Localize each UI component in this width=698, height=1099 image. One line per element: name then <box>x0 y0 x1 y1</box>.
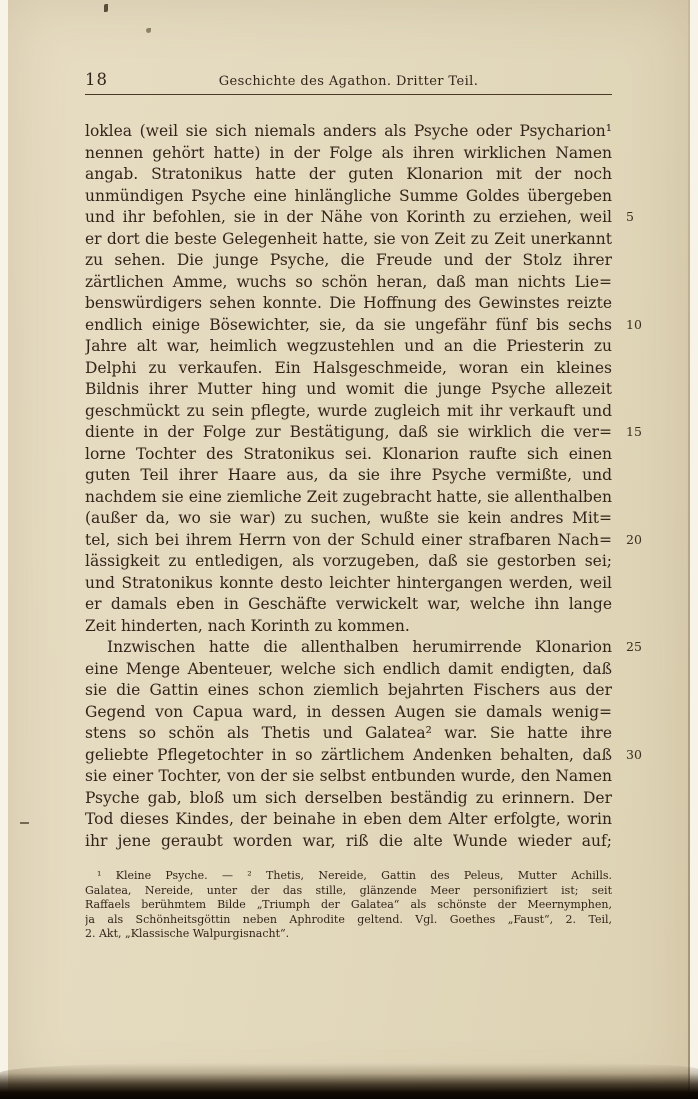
margin-line-number: 15 <box>626 424 642 439</box>
body-line <box>85 315 642 337</box>
body-line-text: loklea (weil sie sich niemals anders als Psyche oder Psycharion¹ <box>85 122 612 140</box>
body-line <box>85 530 642 552</box>
body-line <box>85 680 612 702</box>
body-line <box>85 637 642 659</box>
body-line-text: angab. Stratonikus hatte der guten Klonarion mit der noch <box>85 165 612 183</box>
body-line <box>85 164 612 186</box>
footnote-line <box>85 869 612 884</box>
body-line <box>85 594 612 616</box>
body-line <box>85 831 612 853</box>
page-content <box>85 70 642 942</box>
stray-mark <box>146 28 151 33</box>
body-line-text: und ihr befohlen, sie in der Nähe von Korinth zu erziehen, weil <box>85 208 612 226</box>
body-line <box>85 551 612 573</box>
body-line-text: benswürdigers sehen konnte. Die Hoffnung des Gewinstes reizte <box>85 294 612 312</box>
body-line-text: guten Teil ihrer Haare aus, da sie ihre Psyche vermißte, und <box>85 466 612 484</box>
body-line-text: eine Menge Abenteuer, welche sich endlich damit endigten, daß <box>85 659 612 678</box>
page-bottom-shadow <box>0 1063 698 1099</box>
body-line <box>85 422 642 444</box>
running-title: Geschichte des Agathon. Dritter Teil. <box>218 74 479 89</box>
footnote-line <box>85 898 612 913</box>
margin-line-number: 30 <box>626 746 642 762</box>
body-line <box>85 465 612 487</box>
body-line-text: Delphi zu verkaufen. Ein Halsgeschmeide, woran ein kleines <box>85 358 612 377</box>
body-line <box>85 207 634 229</box>
body-line <box>85 487 612 509</box>
body-line-text: stens so schön als Thetis und Galatea² war. Sie hatte ihre <box>85 724 612 742</box>
body-line <box>85 358 612 380</box>
body-line-text: Psyche gab, bloß um sich derselben beständig zu erinnern. Der <box>85 788 612 807</box>
body-line-text: Bildnis ihrer Mutter hing und womit die junge Psyche allezeit <box>85 380 612 398</box>
body-line <box>85 272 612 294</box>
body-line <box>85 444 612 466</box>
body-line-text: er damals eben in Geschäfte verwickelt war, welche ihn lange <box>85 595 612 613</box>
body-line-text: Inzwischen hatte die allenthalben herumirrende Klonarion <box>107 638 612 656</box>
stray-mark <box>104 4 108 12</box>
footnote-line-text: ¹ Kleine Psyche. — ² Thetis, Nereide, Gattin des Peleus, Mutter Achills. <box>97 869 612 882</box>
page-right-edge <box>688 0 690 1099</box>
body-line-text: Jahre alt war, heimlich wegzustehlen und an die Priesterin zu <box>85 337 612 355</box>
body-line-text: unmündigen Psyche eine hinlängliche Summe Goldes übergeben <box>85 186 612 205</box>
body-line <box>85 616 612 638</box>
body-line-text: geliebte Pflegetochter in so zärtlichem Andenken behalten, daß <box>85 745 612 764</box>
stray-mark <box>20 822 29 824</box>
body-line-text: lorne Tochter des Stratonikus sei. Klonarion raufte sich einen <box>85 444 612 463</box>
body-line-text: tel, sich bei ihrem Herrn von der Schuld einer strafbaren Nach= <box>85 530 612 549</box>
body-line <box>85 508 612 530</box>
body-line <box>85 336 612 358</box>
body-line <box>85 573 612 595</box>
body-line-text: er dort die beste Gelegenheit hatte, sie von Zeit zu Zeit unerkannt <box>85 229 612 248</box>
header-rule <box>85 94 612 95</box>
body-line <box>85 379 612 401</box>
body-line-text: endlich einige Bösewichter, sie, da sie ungefähr fünf bis sechs <box>85 315 612 334</box>
body-line-text: nennen gehört hatte) in der Folge als ihren wirklichen Namen <box>85 143 612 162</box>
body-line <box>85 659 612 681</box>
footnote-line-text: ja als Schönheitsgöttin neben Aphrodite geltend. Vgl. Goethes „Faust“, 2. Teil, <box>85 912 612 926</box>
margin-line-number: 25 <box>626 639 642 654</box>
body-line-text: ihr jene geraubt worden war, riß die alte Wunde wieder auf; <box>85 831 612 850</box>
page-header <box>85 70 612 92</box>
body-line <box>85 788 612 810</box>
body-line <box>85 723 612 745</box>
body-line-text: zärtlichen Amme, wuchs so schön heran, daß man nichts Lie= <box>85 272 612 291</box>
body-line-text: Tod dieses Kindes, der beinahe in eben dem Alter erfolgte, worin <box>85 810 612 828</box>
body-line <box>85 745 642 767</box>
margin-line-number: 5 <box>626 209 634 224</box>
body-line <box>85 250 612 272</box>
body-line-text: nachdem sie eine ziemliche Zeit zugebracht hatte, sie allenthalben <box>85 487 612 506</box>
body-line-text: (außer da, wo sie war) zu suchen, wußte sie kein andres Mit= <box>85 509 612 527</box>
body-line <box>85 293 612 315</box>
footnote-line-text: Galatea, Nereide, unter der das stille, glänzende Meer personifiziert ist; seit <box>85 883 612 897</box>
body-line-text: diente in der Folge zur Bestätigung, daß sie wirklich die ver= <box>85 423 612 441</box>
body-line <box>85 143 612 165</box>
body-line-text: und Stratonikus konnte desto leichter hintergangen werden, weil <box>85 573 612 592</box>
body-line <box>85 401 612 423</box>
footnote-line <box>85 884 612 899</box>
margin-line-number: 10 <box>626 316 642 332</box>
body-line <box>85 809 612 831</box>
body-line-text: Zeit hinderten, nach Korinth zu kommen. <box>85 616 410 635</box>
footnote-line <box>85 927 612 942</box>
footnotes <box>85 869 612 942</box>
body-line <box>85 186 612 208</box>
page-number: 18 <box>85 70 108 89</box>
body-line-text: sie einer Tochter, von der sie selbst entbunden wurde, den Namen <box>85 767 612 785</box>
body-line-text: geschmückt zu sein pflegte, wurde zugleich mit ihr verkauft und <box>85 401 612 420</box>
footnote-line-text: Raffaels berühmtem Bilde „Triumph der Galatea“ als schönste der Meernymphen, <box>85 898 612 912</box>
body-line-text: zu sehen. Die junge Psyche, die Freude und der Stolz ihrer <box>85 251 612 269</box>
body-line-text: lässigkeit zu entledigen, als vorzugeben, daß sie gestorben sei; <box>85 552 612 570</box>
body-line-text: sie die Gattin eines schon ziemlich bejahrten Fischers aus der <box>85 681 612 699</box>
footnote-line <box>85 913 612 928</box>
body-text <box>85 121 642 852</box>
body-line <box>85 229 612 251</box>
body-line-text: Gegend von Capua ward, in dessen Augen sie damals wenig= <box>85 702 612 721</box>
body-line <box>85 766 612 788</box>
body-line <box>85 121 612 143</box>
footnote-line-text: 2. Akt, „Klassische Walpurgisnacht“. <box>85 927 290 941</box>
margin-line-number: 20 <box>626 531 642 547</box>
body-line <box>85 702 612 724</box>
